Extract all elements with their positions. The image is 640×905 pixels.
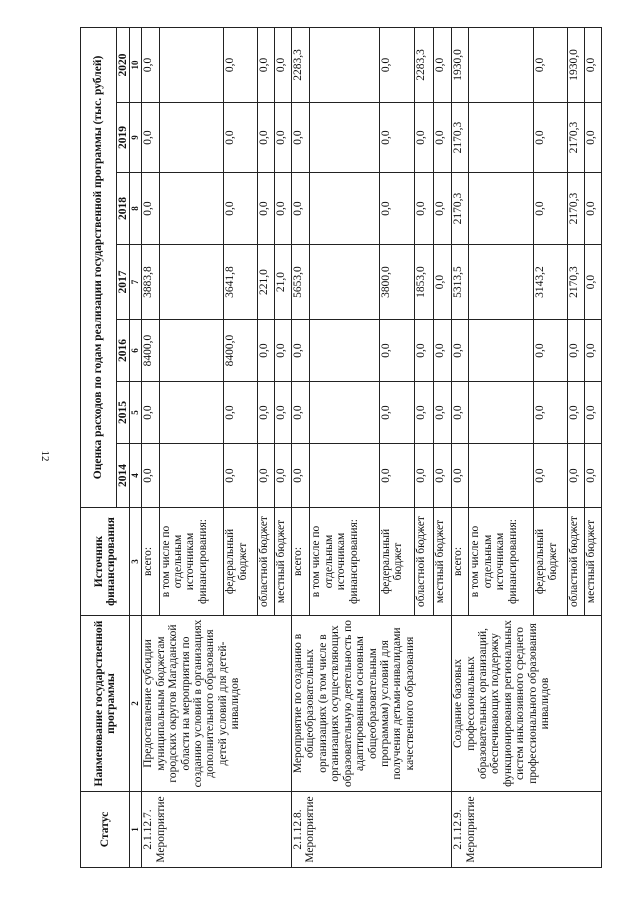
- amount-cell: 0,0: [415, 103, 433, 173]
- amount-cell: 0,0: [534, 27, 567, 102]
- amount-cell: 0,0: [534, 382, 567, 444]
- page-number: 12: [39, 450, 51, 462]
- amount-cell: [469, 382, 534, 444]
- funding-source: федеральный бюджет: [379, 508, 415, 616]
- amount-cell: 0,0: [452, 444, 469, 508]
- amount-cell: 0,0: [274, 382, 291, 444]
- amount-cell: 0,0: [534, 320, 567, 382]
- amount-cell: 0,0: [224, 382, 257, 444]
- amount-cell: [469, 320, 534, 382]
- amount-cell: 0,0: [274, 173, 291, 245]
- amount-cell: 0,0: [379, 444, 415, 508]
- funding-source: местный бюджет: [433, 508, 451, 616]
- amount-cell: 0,0: [274, 103, 291, 173]
- amount-cell: [469, 27, 534, 102]
- measure-code: 2.1.12.7.: [142, 809, 155, 850]
- amount-cell: 221,0: [257, 245, 274, 320]
- amount-cell: [159, 382, 224, 444]
- year-header: 2016: [117, 320, 130, 382]
- column-index: 2: [130, 616, 142, 792]
- amount-cell: 0,0: [584, 444, 601, 508]
- amount-cell: 0,0: [452, 320, 469, 382]
- amount-cell: 0,0: [257, 320, 274, 382]
- amount-cell: [159, 27, 224, 102]
- measure-code: 2.1.12.9.: [452, 809, 465, 850]
- funding-source: всего:: [292, 508, 310, 616]
- amount-cell: 5313,5: [452, 245, 469, 320]
- amount-cell: 0,0: [433, 444, 451, 508]
- amount-cell: 0,0: [379, 320, 415, 382]
- amount-cell: 0,0: [567, 382, 584, 444]
- amount-cell: 0,0: [142, 103, 159, 173]
- amount-cell: 2170,3: [567, 173, 584, 245]
- amount-cell: 3143,2: [534, 245, 567, 320]
- amount-cell: 21,0: [274, 245, 291, 320]
- amount-cell: 0,0: [433, 245, 451, 320]
- amount-cell: [310, 103, 379, 173]
- amount-cell: [310, 27, 379, 102]
- year-header: 2020: [117, 27, 130, 102]
- table-row: [142, 27, 159, 867]
- measure-name: Мероприятие по созданию в общеобразовательных организациях (в том числе в организациях осуществляющих образовательную деятельность по адаптированным основным общеобразовательным программам) условий для получения детьми-инвалидами качественного образования: [292, 616, 452, 792]
- amount-cell: 0,0: [415, 320, 433, 382]
- amount-cell: 0,0: [224, 27, 257, 102]
- measure-type: Мероприятие: [464, 796, 477, 863]
- amount-cell: 2283,3: [415, 27, 433, 102]
- amount-cell: 0,0: [584, 382, 601, 444]
- amount-cell: 8400,0: [224, 320, 257, 382]
- amount-cell: 0,0: [257, 173, 274, 245]
- funding-source: областной бюджет: [415, 508, 433, 616]
- amount-cell: 0,0: [433, 103, 451, 173]
- year-header: 2017: [117, 245, 130, 320]
- column-index: 9: [130, 103, 142, 173]
- amount-cell: 0,0: [274, 320, 291, 382]
- amount-cell: [159, 320, 224, 382]
- amount-cell: [469, 444, 534, 508]
- measure-status: [292, 792, 452, 868]
- amount-cell: 0,0: [224, 173, 257, 245]
- amount-cell: [159, 245, 224, 320]
- amount-cell: 0,0: [292, 173, 310, 245]
- funding-source: местный бюджет: [584, 508, 601, 616]
- amount-cell: 3883,8: [142, 245, 159, 320]
- column-index: 5: [130, 382, 142, 444]
- amount-cell: 0,0: [584, 103, 601, 173]
- measure-code: 2.1.12.8.: [292, 809, 305, 850]
- year-header: 2015: [117, 382, 130, 444]
- funding-source: всего:: [452, 508, 469, 616]
- amount-cell: 0,0: [452, 382, 469, 444]
- amount-cell: 2170,3: [452, 173, 469, 245]
- amount-cell: 0,0: [292, 382, 310, 444]
- amount-cell: [310, 382, 379, 444]
- year-header: 2018: [117, 173, 130, 245]
- amount-cell: 0,0: [584, 320, 601, 382]
- funding-source: областной бюджет: [257, 508, 274, 616]
- amount-cell: 2170,3: [567, 103, 584, 173]
- amount-cell: 0,0: [379, 27, 415, 102]
- amount-cell: 0,0: [274, 444, 291, 508]
- amount-cell: 1930,0: [452, 27, 469, 102]
- funding-source: федеральный бюджет: [534, 508, 567, 616]
- measure-status: [452, 792, 602, 868]
- amount-cell: 0,0: [274, 27, 291, 102]
- amount-cell: 0,0: [224, 103, 257, 173]
- amount-cell: 0,0: [534, 173, 567, 245]
- amount-cell: [159, 103, 224, 173]
- amount-cell: 8400,0: [142, 320, 159, 382]
- amount-cell: 0,0: [142, 173, 159, 245]
- amount-cell: 0,0: [379, 173, 415, 245]
- funding-source: федеральный бюджет: [224, 508, 257, 616]
- amount-cell: 0,0: [415, 382, 433, 444]
- amount-cell: 0,0: [567, 444, 584, 508]
- amount-cell: 0,0: [534, 444, 567, 508]
- amount-cell: 2170,3: [567, 245, 584, 320]
- amount-cell: 0,0: [567, 320, 584, 382]
- amount-cell: 5653,0: [292, 245, 310, 320]
- amount-cell: 0,0: [379, 103, 415, 173]
- amount-cell: 0,0: [433, 320, 451, 382]
- amount-cell: [159, 444, 224, 508]
- amount-cell: 0,0: [142, 444, 159, 508]
- amount-cell: 0,0: [415, 444, 433, 508]
- column-index: 1: [130, 792, 142, 868]
- funding-source: в том числе по отдельным источникам финансирования:: [159, 508, 224, 616]
- measure-name: Предоставление субсидии муниципальным бюджетам городских округов Магаданской области на мероприятия по созданию условий в организациях дополнительного образования детей условий для детей-инвалидов: [142, 616, 292, 792]
- table-row: [292, 27, 310, 867]
- amount-cell: [469, 173, 534, 245]
- measure-type: Мероприятие: [154, 796, 167, 863]
- column-index: 3: [130, 508, 142, 616]
- amount-cell: [469, 103, 534, 173]
- amount-cell: [310, 173, 379, 245]
- amount-cell: [469, 245, 534, 320]
- funding-source: в том числе по отдельным источникам финансирования:: [310, 508, 379, 616]
- amount-cell: 1853,0: [415, 245, 433, 320]
- amount-cell: [310, 320, 379, 382]
- funding-source: местный бюджет: [274, 508, 291, 616]
- header-program-name: Наименование государственной программы: [81, 616, 130, 792]
- measure-status: [142, 792, 292, 868]
- funding-source: областной бюджет: [567, 508, 584, 616]
- measure-type: Мероприятие: [304, 796, 317, 863]
- column-index: 10: [130, 27, 142, 102]
- amount-cell: 0,0: [433, 173, 451, 245]
- column-index: 7: [130, 245, 142, 320]
- rotated-page: [80, 28, 602, 868]
- amount-cell: 0,0: [584, 27, 601, 102]
- amount-cell: [159, 173, 224, 245]
- year-header: 2014: [117, 444, 130, 508]
- amount-cell: 2283,3: [292, 27, 310, 102]
- expenditure-table: [80, 27, 602, 868]
- year-header: 2019: [117, 103, 130, 173]
- amount-cell: 0,0: [584, 173, 601, 245]
- amount-cell: 0,0: [433, 382, 451, 444]
- amount-cell: 0,0: [584, 245, 601, 320]
- header-expense-estimate: Оценка расходов по годам реализации государственной программы (тыс. рублей): [81, 27, 117, 507]
- amount-cell: 0,0: [534, 103, 567, 173]
- funding-source: в том числе по отдельным источникам финансирования:: [469, 508, 534, 616]
- amount-cell: 1930,0: [567, 27, 584, 102]
- header-status: Статус: [81, 792, 130, 868]
- amount-cell: 0,0: [257, 27, 274, 102]
- amount-cell: 0,0: [415, 173, 433, 245]
- column-index: 4: [130, 444, 142, 508]
- column-index: 8: [130, 173, 142, 245]
- funding-source: всего:: [142, 508, 159, 616]
- amount-cell: 0,0: [379, 382, 415, 444]
- amount-cell: [310, 444, 379, 508]
- amount-cell: 3800,0: [379, 245, 415, 320]
- amount-cell: 0,0: [142, 382, 159, 444]
- amount-cell: 0,0: [224, 444, 257, 508]
- amount-cell: 0,0: [257, 444, 274, 508]
- amount-cell: 0,0: [257, 382, 274, 444]
- amount-cell: 0,0: [292, 320, 310, 382]
- amount-cell: 0,0: [433, 27, 451, 102]
- amount-cell: 0,0: [292, 103, 310, 173]
- amount-cell: 0,0: [257, 103, 274, 173]
- measure-name: Создание базовых профессиональных образовательных организаций, обеспечивающих поддержку функционирования региональных систем инклюзивного среднего профессионального образования инвалидов: [452, 616, 602, 792]
- amount-cell: 3641,8: [224, 245, 257, 320]
- column-index: 6: [130, 320, 142, 382]
- header-funding-source: Источник финансирования: [81, 508, 130, 616]
- amount-cell: 0,0: [142, 27, 159, 102]
- amount-cell: 2170,3: [452, 103, 469, 173]
- table-row: [452, 27, 469, 867]
- amount-cell: [310, 245, 379, 320]
- amount-cell: 0,0: [292, 444, 310, 508]
